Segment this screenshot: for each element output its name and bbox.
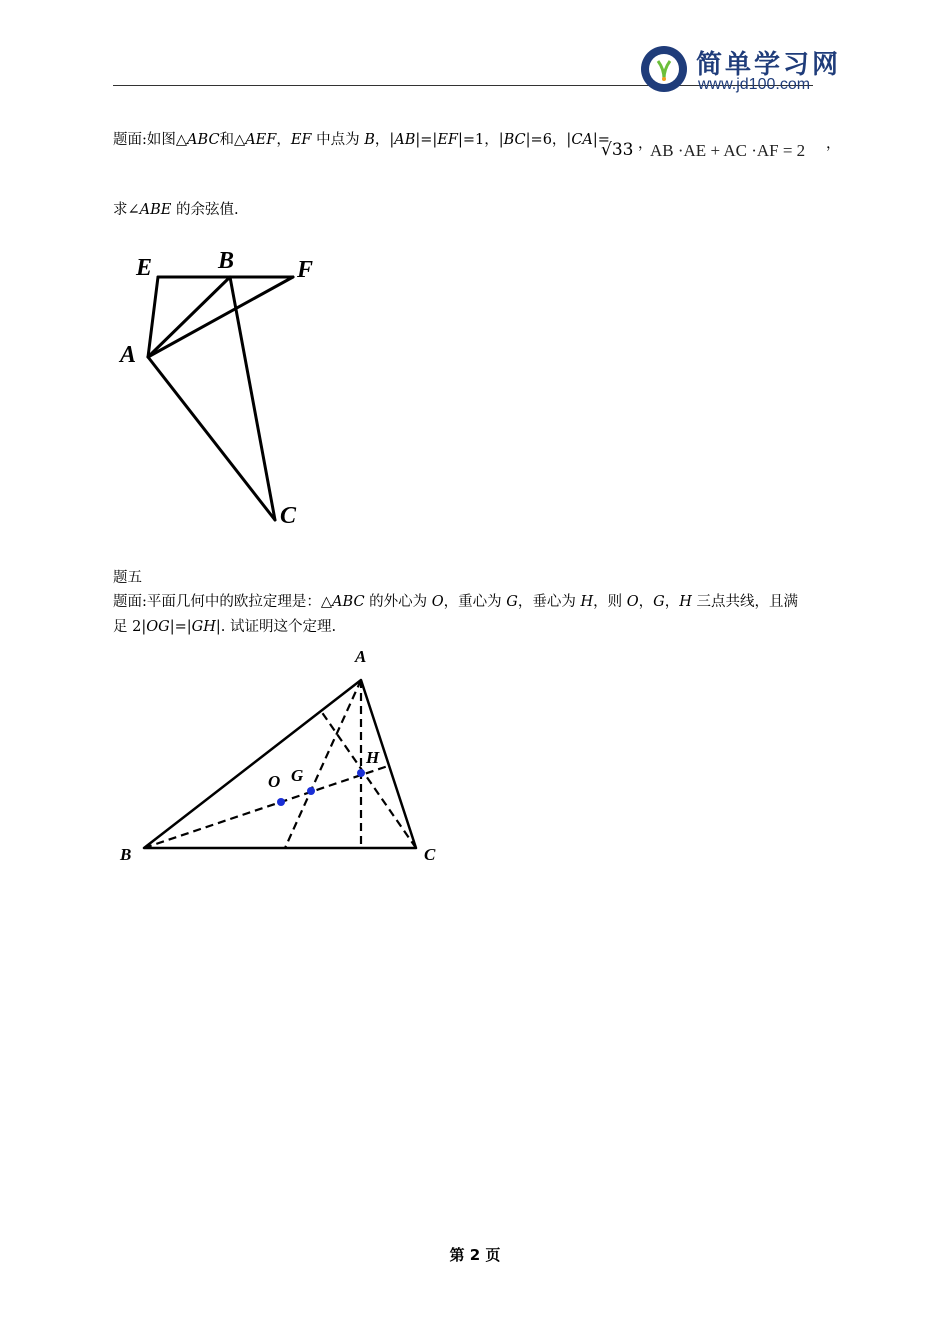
label-o: O: [268, 772, 281, 791]
text-span: 如图△: [146, 132, 188, 148]
text-span: 足 2|: [113, 619, 147, 635]
text-span: 求∠: [113, 202, 140, 218]
segment-af: [148, 277, 293, 357]
label-g: G: [291, 766, 304, 785]
problem4-statement: [113, 130, 610, 150]
text-span: 和△: [219, 132, 246, 148]
label-c: C: [424, 845, 436, 864]
comma: ，: [826, 136, 841, 152]
brand-name: 简单学习网: [696, 50, 842, 80]
text-span: ，则: [593, 594, 627, 610]
math-var: G: [506, 594, 518, 610]
text-span: |=: [592, 132, 610, 148]
problem-prefix: 题面:: [113, 132, 147, 148]
text-span: 的外心为: [364, 594, 432, 610]
math-var: CA: [571, 132, 593, 148]
math-var: H: [679, 594, 692, 610]
figure-euler-line: [110, 640, 460, 875]
point-o: [277, 798, 285, 806]
label-f: F: [297, 257, 314, 283]
segment-bc: [230, 277, 275, 520]
label-a: A: [355, 647, 367, 666]
text-span: ，: [276, 132, 291, 148]
point-h: [357, 769, 365, 777]
text-span: ，|: [374, 132, 395, 148]
math-var: GH: [191, 619, 216, 635]
logo-icon: [640, 45, 688, 93]
math-var: B: [364, 132, 375, 148]
segment-ac: [148, 357, 275, 520]
math-var: EF: [290, 132, 312, 148]
figure-triangles-abc-aef: [110, 240, 350, 540]
sqrt-33: √33: [601, 140, 634, 160]
text-span: 三点共线，且满: [691, 594, 798, 610]
math-var: ABE: [139, 202, 172, 218]
vector-equation: AB ·AE + AC ·AF = 2: [650, 141, 806, 160]
text-span: |=|: [415, 132, 438, 148]
math-var: OG: [146, 619, 170, 635]
math-var: ABC: [187, 132, 220, 148]
median-from-a: [285, 680, 361, 848]
text-span: ，: [664, 594, 680, 610]
problem-prefix: 题面:: [113, 594, 147, 610]
problem5-title: 题五: [113, 570, 142, 586]
math-var: AEF: [245, 132, 277, 148]
math-var: G: [653, 594, 665, 610]
comma: ，: [638, 136, 653, 152]
math-var: AB: [394, 132, 416, 148]
label-c: C: [280, 503, 297, 529]
problem5-statement-line2: [113, 617, 336, 637]
text-span: |=6，|: [525, 132, 572, 148]
label-a: A: [120, 342, 137, 368]
point-g: [307, 787, 315, 795]
brand-url: www.jd100.com: [698, 76, 811, 93]
label-b: B: [120, 845, 132, 864]
math-var: ABC: [332, 594, 365, 610]
math-var: H: [580, 594, 594, 610]
altitude-from-c: [321, 711, 416, 848]
label-e: E: [136, 255, 153, 281]
text-span: |=1，|: [457, 132, 504, 148]
math-var: O: [431, 594, 444, 610]
text-span: ，垂心为: [517, 594, 581, 610]
label-h: H: [366, 748, 380, 767]
math-var: BC: [503, 132, 526, 148]
problem4-question: [113, 200, 239, 220]
segment-ae: [148, 277, 158, 357]
text-span: 的余弦值.: [171, 202, 239, 218]
page-number: 第 2 页: [449, 1246, 501, 1264]
math-var: O: [626, 594, 639, 610]
text-span: 平面几何中的欧拉定理是：△: [146, 594, 333, 610]
text-span: 中点为: [311, 132, 365, 148]
text-span: |=|: [169, 619, 192, 635]
text-span: ，重心为: [443, 594, 507, 610]
problem5-statement: [113, 592, 798, 612]
text-span: |. 试证明这个定理.: [215, 619, 337, 635]
label-b: B: [218, 248, 235, 274]
text-span: ，: [638, 594, 654, 610]
math-var: EF: [437, 132, 458, 148]
median-from-b: [144, 766, 388, 848]
